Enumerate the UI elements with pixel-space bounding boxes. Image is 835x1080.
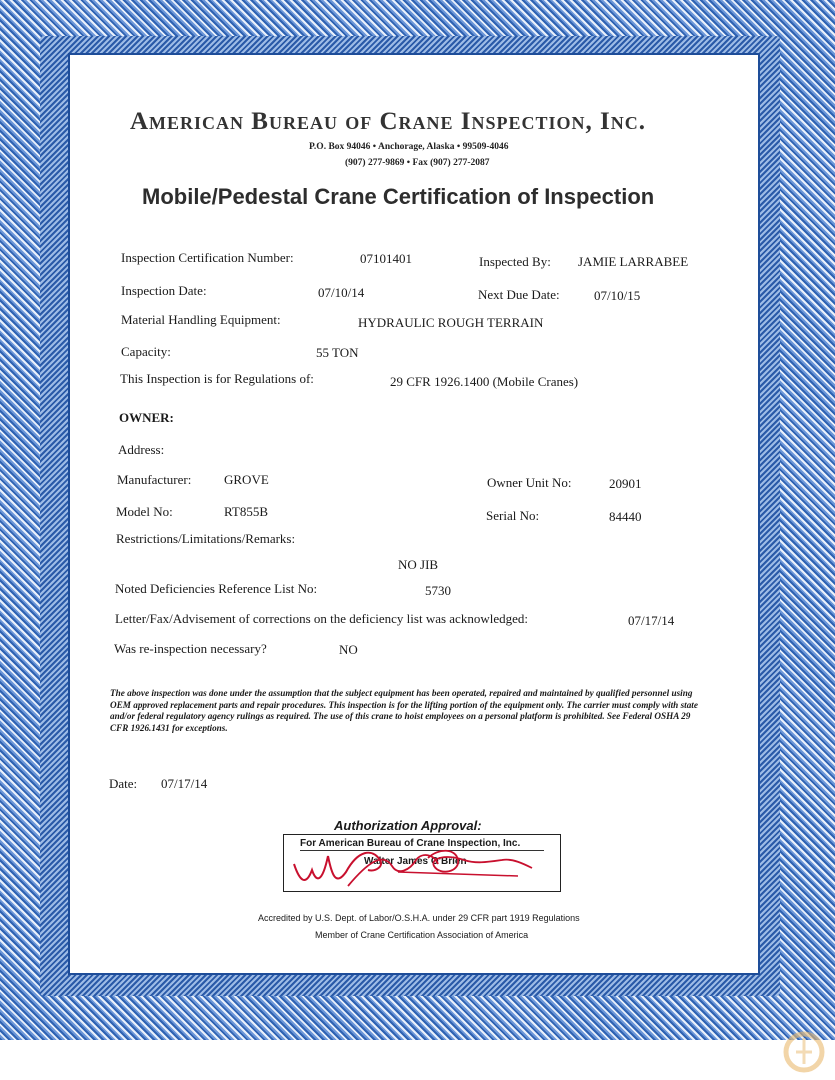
capacity-value: 55 TON bbox=[316, 345, 359, 360]
membership-text: Member of Crane Certification Association of America bbox=[315, 930, 529, 940]
inspection-date-value: 07/10/14 bbox=[318, 285, 365, 300]
acknowledged-value: 07/17/14 bbox=[628, 613, 675, 628]
manufacturer-label: Manufacturer: bbox=[117, 472, 192, 487]
reinspection-label: Was re-inspection necessary? bbox=[114, 641, 267, 656]
address-label: Address: bbox=[118, 442, 165, 457]
authorization-organization: For American Bureau of Crane Inspection, Inc. bbox=[300, 838, 521, 849]
inspection-date-label: Inspection Date: bbox=[121, 283, 207, 298]
regulations-label: This Inspection is for Regulations of: bbox=[120, 371, 314, 386]
owner-unit-label: Owner Unit No: bbox=[487, 475, 572, 490]
deficiencies-label: Noted Deficiencies Reference List No: bbox=[115, 581, 318, 596]
model-label: Model No: bbox=[116, 504, 173, 519]
next-due-label: Next Due Date: bbox=[478, 287, 560, 302]
reinspection-value: NO bbox=[339, 642, 358, 657]
regulations-value: 29 CFR 1926.1400 (Mobile Cranes) bbox=[390, 374, 579, 389]
manufacturer-value: GROVE bbox=[224, 472, 269, 487]
restrictions-value: NO JIB bbox=[398, 557, 439, 572]
date-label: Date: bbox=[109, 776, 138, 791]
disclaimer-text: The above inspection was done under the assumption that the subject equipment has been operated, repaired and maintained by qualified personnel using OEM approved replacement parts and repair procedures. This inspection is for the lifting portion of the equipment only. The carrier must comply with state and/or federal regulatory agency rulings as required. The use of this crane to hoist employees on a personal platform is prohibited. See Federal OSHA 29 CFR 1926.1431 for exceptions. bbox=[110, 688, 698, 733]
cert-number-value: 07101401 bbox=[360, 251, 412, 266]
company-phone: (907) 277-9869 • Fax (907) 277-2087 bbox=[345, 158, 490, 168]
serial-value: 84440 bbox=[609, 509, 642, 524]
inspected-by-label: Inspected By: bbox=[479, 254, 551, 269]
model-value: RT855B bbox=[224, 504, 269, 519]
deficiencies-value: 5730 bbox=[425, 583, 451, 598]
acknowledged-label: Letter/Fax/Advisement of corrections on the deficiency list was acknowledged: bbox=[115, 611, 528, 626]
page-title: Mobile/Pedestal Crane Certification of Inspection bbox=[142, 184, 655, 209]
date-value: 07/17/14 bbox=[161, 776, 208, 791]
equipment-value: HYDRAULIC ROUGH TERRAIN bbox=[358, 315, 544, 330]
next-due-value: 07/10/15 bbox=[594, 288, 641, 303]
company-address: P.O. Box 94046 • Anchorage, Alaska • 99509-4046 bbox=[309, 142, 509, 152]
inspected-by-value: JAMIE LARRABEE bbox=[578, 254, 689, 269]
serial-label: Serial No: bbox=[486, 508, 540, 523]
equipment-label: Material Handling Equipment: bbox=[121, 312, 281, 327]
owner-label: OWNER: bbox=[119, 410, 174, 425]
cert-number-label: Inspection Certification Number: bbox=[121, 250, 294, 265]
accreditation-text: Accredited by U.S. Dept. of Labor/O.S.H.A. under 29 CFR part 1919 Regulations bbox=[258, 913, 580, 923]
restrictions-label: Restrictions/Limitations/Remarks: bbox=[116, 531, 296, 546]
authorization-title: Authorization Approval: bbox=[334, 818, 482, 833]
owner-unit-value: 20901 bbox=[609, 476, 642, 491]
company-name: American Bureau of Crane Inspection, Inc. bbox=[130, 108, 647, 135]
watermark-logo-icon bbox=[782, 1030, 826, 1074]
signatory-name: Walter James O'Brien bbox=[364, 856, 467, 867]
signature-image bbox=[288, 842, 548, 890]
capacity-label: Capacity: bbox=[121, 344, 171, 359]
